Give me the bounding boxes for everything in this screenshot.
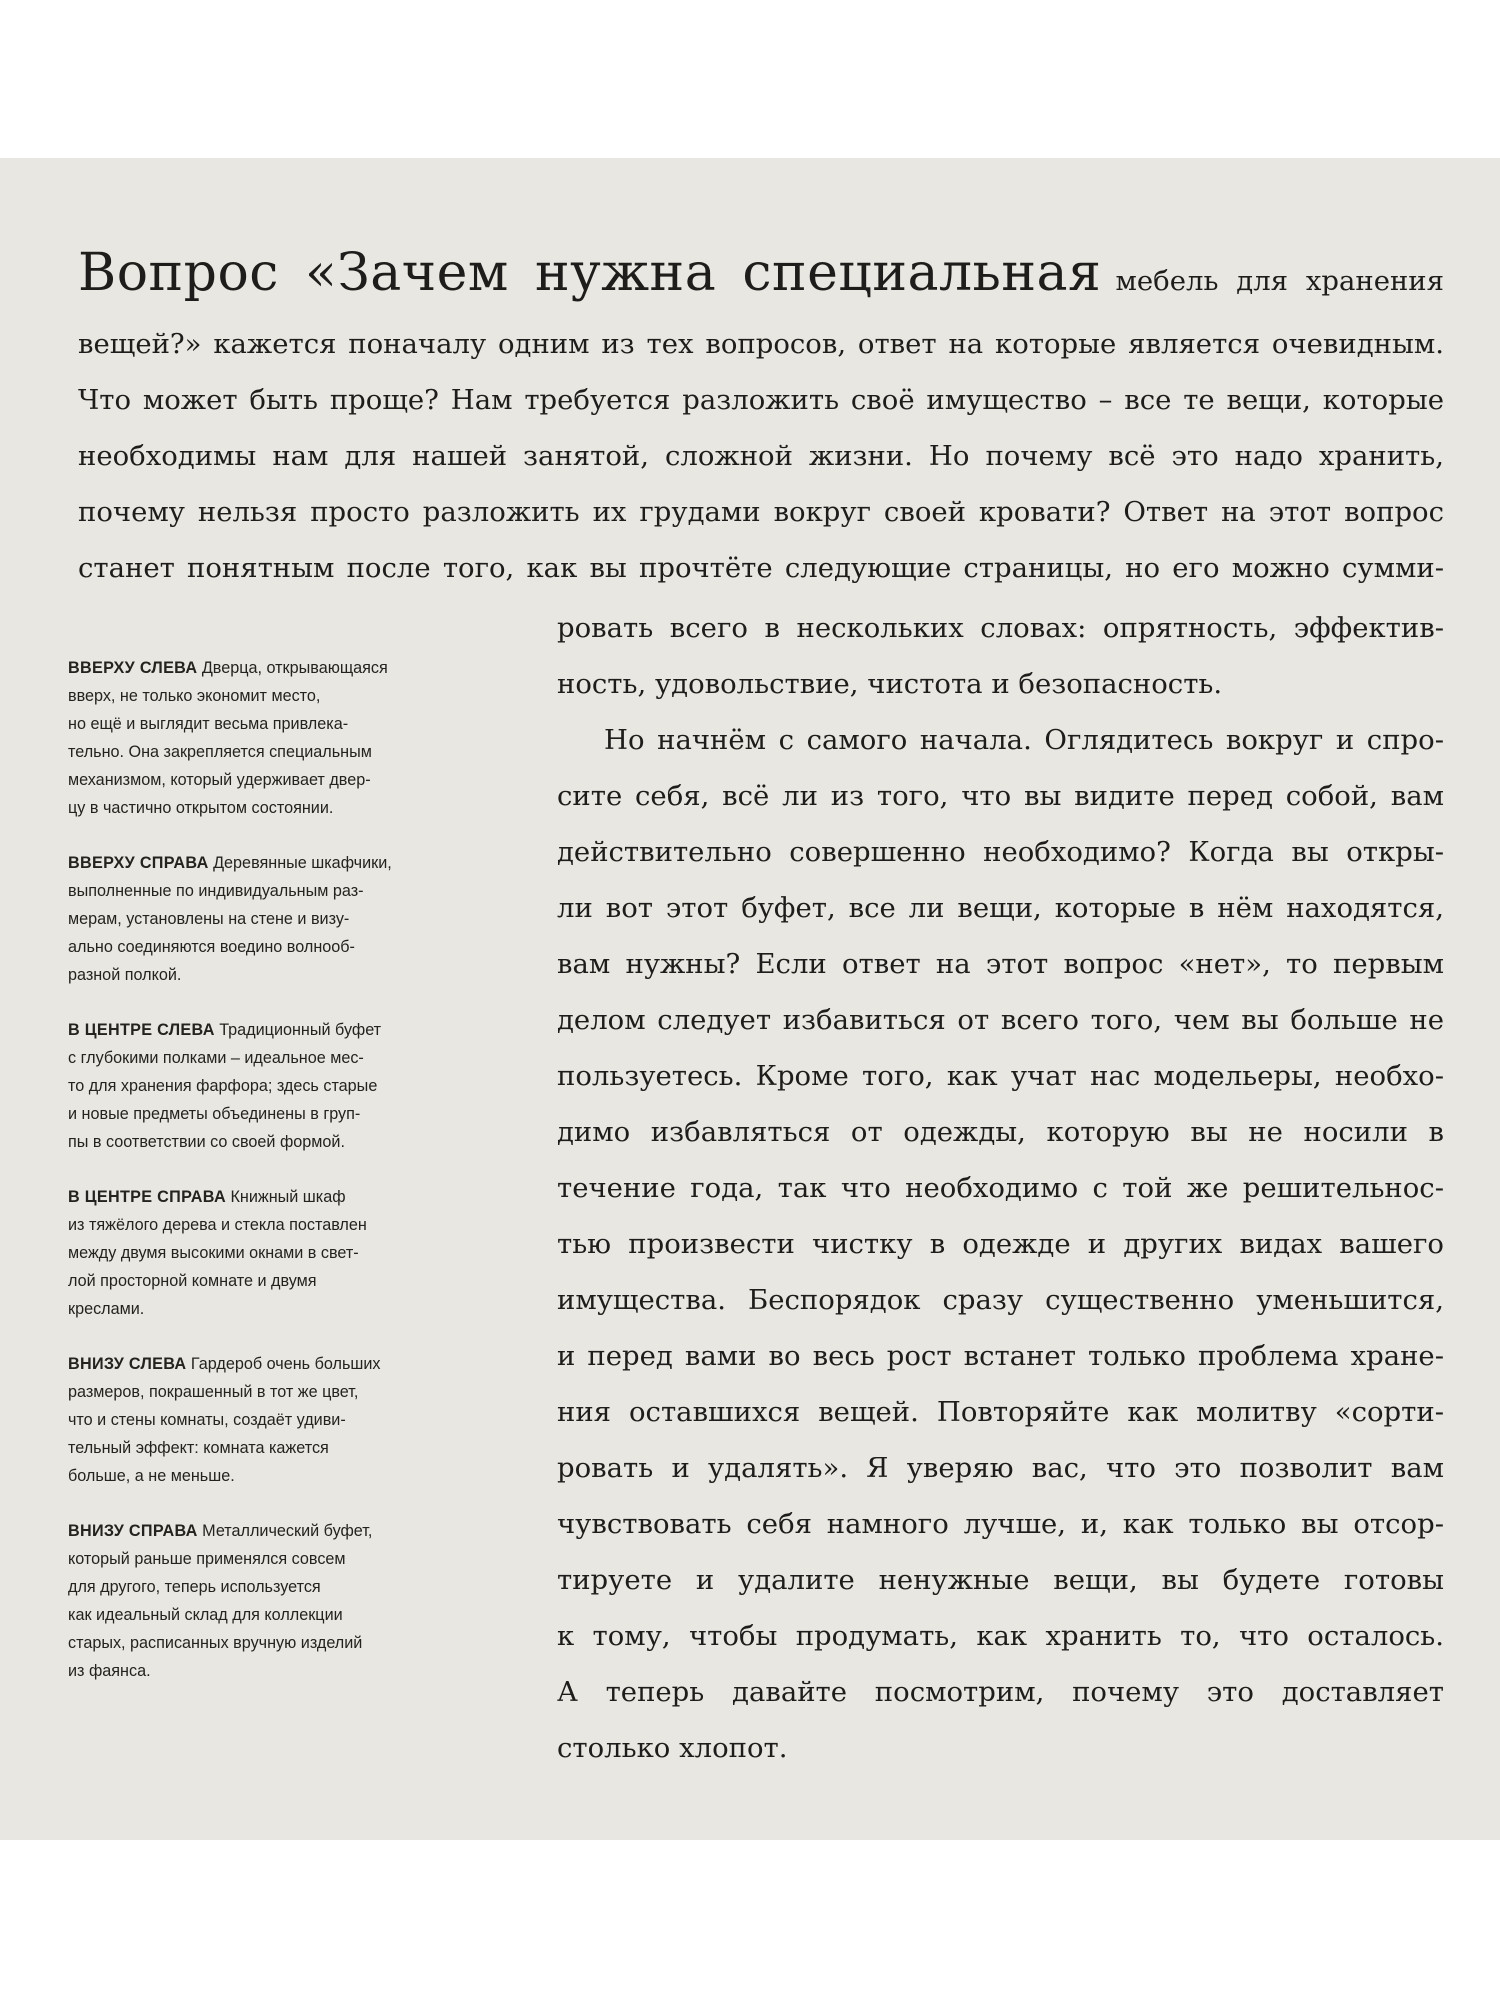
body-line: Но начнём с самого начала. Оглядитесь вокруг и спро-: [604, 724, 1444, 756]
intro-line: необходимы нам для нашей занятой, сложной жизни. Но почему всё это надо хранить,: [78, 440, 1444, 472]
caption-text: и новые предметы объединены в груп-: [68, 1105, 361, 1123]
body-line: ровать всего в нескольких словах: опрятность, эффектив-: [557, 612, 1444, 644]
intro-lead: Вопрос «Зачем нужна специальная: [78, 243, 1102, 303]
body-line: ность, удовольствие, чистота и безопасность.: [557, 668, 1223, 700]
caption-text: больше, а не меньше.: [68, 1467, 235, 1485]
caption-text: мерам, установлены на стене и визу-: [68, 910, 350, 928]
caption-text: для другого, теперь используется: [68, 1578, 321, 1596]
intro-first-line: [78, 240, 1444, 318]
caption-text: вверх, не только экономит место,: [68, 687, 321, 705]
caption-label: ВНИЗУ СПРАВА: [68, 1522, 198, 1540]
body-line: А теперь давайте посмотрим, почему это доставляет: [557, 1676, 1444, 1708]
body-line: делом следует избавиться от всего того, чем вы больше не: [557, 1004, 1444, 1036]
caption-text: из фаянса.: [68, 1662, 151, 1680]
body-line: действительно совершенно необходимо? Когда вы откры-: [557, 836, 1444, 868]
caption-text: Дверца, открывающаяся: [201, 659, 388, 677]
caption-text: но ещё и выглядит весьма привлека-: [68, 715, 349, 733]
caption-label: В ЦЕНТРЕ СЛЕВА: [68, 1021, 215, 1039]
body-line: димо избавляться от одежды, которую вы не носили в: [557, 1116, 1444, 1148]
intro-line: вещей?» кажется поначалу одним из тех вопросов, ответ на которые является очевидным.: [78, 328, 1444, 360]
caption-text: тельный эффект: комната кажется: [68, 1439, 329, 1457]
caption-text: Традиционный буфет: [219, 1021, 382, 1039]
caption-text: размеров, покрашенный в тот же цвет,: [68, 1383, 359, 1401]
caption-text: то для хранения фарфора; здесь старые: [68, 1077, 378, 1095]
caption-top-right: [68, 849, 468, 989]
body-line: сите себя, всё ли из того, что вы видите перед собой, вам: [557, 780, 1444, 812]
caption-text: механизмом, который удерживает двер-: [68, 771, 371, 789]
caption-text: который раньше применялся совсем: [68, 1550, 346, 1568]
caption-center-left: [68, 1016, 468, 1156]
caption-text: цу в частично открытом состоянии.: [68, 799, 334, 817]
body-line: столько хлопот.: [557, 1732, 788, 1764]
captions-column: [68, 654, 468, 1712]
caption-bottom-right: [68, 1517, 468, 1685]
body-line: и перед вами во весь рост встанет только проблема хране-: [557, 1340, 1444, 1372]
intro-lead-tail: мебель для хранения: [1115, 265, 1444, 297]
body-line: ли вот этот буфет, все ли вещи, которые в нём находятся,: [557, 892, 1444, 924]
caption-text: Гардероб очень больших: [190, 1355, 381, 1373]
caption-text: Металлический буфет,: [202, 1522, 373, 1540]
caption-text: лой просторной комнате и двумя: [68, 1272, 317, 1290]
caption-text: ально соединяются воедино волнооб-: [68, 938, 355, 956]
caption-label: ВВЕРХУ СПРАВА: [68, 854, 209, 872]
body-line: ния оставшихся вещей. Повторяйте как молитву «сорти-: [557, 1396, 1444, 1428]
caption-label: ВНИЗУ СЛЕВА: [68, 1355, 187, 1373]
body-line: тируете и удалите ненужные вещи, вы будете готовы: [557, 1564, 1444, 1596]
body-line: имущества. Беспорядок сразу существенно уменьшится,: [557, 1284, 1444, 1316]
caption-text: из тяжёлого дерева и стекла поставлен: [68, 1216, 367, 1234]
caption-text: между двумя высокими окнами в свет-: [68, 1244, 359, 1262]
caption-text: пы в соответствии со своей формой.: [68, 1133, 345, 1151]
body-line: пользуетесь. Кроме того, как учат нас модельеры, необхо-: [557, 1060, 1444, 1092]
caption-text: что и стены комнаты, создаёт удиви-: [68, 1411, 346, 1429]
intro-line: почему нельзя просто разложить их грудами вокруг своей кровати? Ответ на этот вопрос: [78, 496, 1444, 528]
caption-bottom-left: [68, 1350, 468, 1490]
caption-center-right: [68, 1183, 468, 1323]
caption-text: старых, расписанных вручную изделий: [68, 1634, 363, 1652]
caption-label: ВВЕРХУ СЛЕВА: [68, 659, 198, 677]
caption-text: как идеальный склад для коллекции: [68, 1606, 343, 1624]
caption-label: В ЦЕНТРЕ СПРАВА: [68, 1188, 226, 1206]
body-line: к тому, чтобы продумать, как хранить то, что осталось.: [557, 1620, 1444, 1652]
caption-text: Деревянные шкафчики,: [213, 854, 392, 872]
caption-text: разной полкой.: [68, 966, 182, 984]
caption-top-left: [68, 654, 468, 822]
body-line: течение года, так что необходимо с той же решительнос-: [557, 1172, 1444, 1204]
caption-text: с глубокими полками – идеальное мес-: [68, 1049, 364, 1067]
intro-line: станет понятным после того, как вы прочтёте следующие страницы, но его можно сумми-: [78, 552, 1444, 584]
body-line: ровать и удалять». Я уверяю вас, что это позволит вам: [557, 1452, 1444, 1484]
body-line: чувствовать себя намного лучше, и, как только вы отсор-: [557, 1508, 1444, 1540]
caption-text: Книжный шкаф: [230, 1188, 346, 1206]
body-line: вам нужны? Если ответ на этот вопрос «нет», то первым: [557, 948, 1444, 980]
body-line: тью произвести чистку в одежде и других видах вашего: [557, 1228, 1444, 1260]
caption-text: креслами.: [68, 1300, 145, 1318]
caption-text: выполненные по индивидуальным раз-: [68, 882, 364, 900]
intro-line: Что может быть проще? Нам требуется разложить своё имущество – все те вещи, которые: [78, 384, 1444, 416]
caption-text: тельно. Она закрепляется специальным: [68, 743, 372, 761]
